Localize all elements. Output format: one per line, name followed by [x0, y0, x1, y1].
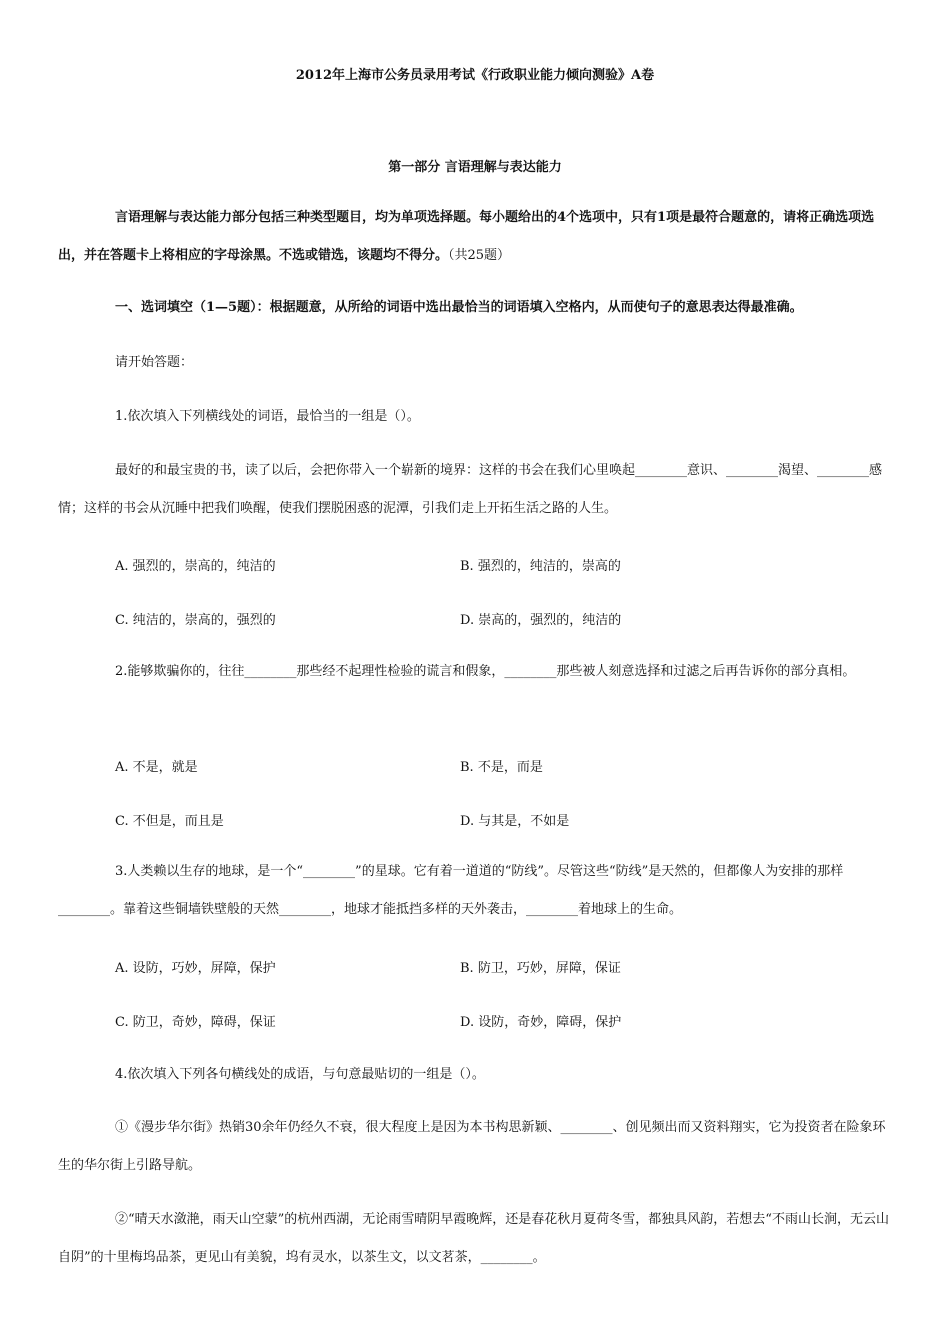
question-3-option-b: B. 防卫，巧妙，屏障，保证 — [460, 961, 621, 976]
question-2-option-d: D. 与其是，不如是 — [460, 814, 570, 829]
question-4-stem: 4.依次填入下列各句横线处的成语，与句意最贴切的一组是（）。 — [115, 1067, 485, 1082]
question-2-option-a: A. 不是，就是 — [115, 760, 198, 775]
question-2-option-c: C. 不但是，而且是 — [115, 814, 224, 829]
question-4-item-2: ②“晴天水潋滟，雨天山空蒙”的杭州西湖，无论雨雪晴阴早霞晚辉，还是春花秋月夏荷冬雪，都独具风韵，若想去“不雨山长涧，无云山自阴”的十里梅坞品茶，更见山有美貌，坞有灵水，以茶生文，以文茗茶，________。 — [58, 1212, 889, 1265]
section-heading: 一、选词填空（1—5题）：根据题意，从所给的词语中选出最恰当的词语填入空格内，从而使句子的意思表达得最准确。 — [115, 300, 803, 315]
document-title: 2012年上海市公务员录用考试《行政职业能力倾向测验》A卷 — [295, 68, 655, 83]
question-1-stem: 1.依次填入下列横线处的词语，最恰当的一组是（）。 — [115, 409, 420, 424]
question-2-option-b: B. 不是，而是 — [460, 760, 543, 775]
intro-paragraph — [58, 199, 894, 275]
question-3-option-d: D. 设防，奇妙，障碍，保护 — [460, 1015, 622, 1030]
part-title: 第一部分 言语理解与表达能力 — [388, 160, 562, 175]
intro-count: （共25题） — [448, 248, 511, 263]
question-1-option-d: D. 崇高的，强烈的，纯洁的 — [460, 613, 622, 628]
question-1-option-c: C. 纯洁的，崇高的，强烈的 — [115, 613, 276, 628]
question-4-item-1: ①《漫步华尔街》热销30余年仍经久不衰，很大程度上是因为本书构思新颖、________、创见频出而又资料翔实，它为投资者在险象环生的华尔街上引路导航。 — [58, 1120, 886, 1173]
question-3-stem: 3.人类赖以生存的地球，是一个“________”的星球。它有着一道道的“防线”。尽管这些“防线”是天然的，但都像人为安排的那样________。靠着这些铜墙铁壁般的天然________，地球才能抵挡多样的天外袭击，________着地球上的生命。 — [58, 864, 844, 917]
question-3-option-a: A. 设防，巧妙，屏障，保护 — [115, 961, 276, 976]
question-2-stem: 2.能够欺骗你的，往往________那些经不起理性检验的谎言和假象，________那些被人刻意选择和过滤之后再告诉你的部分真相。 — [115, 664, 856, 679]
question-3-option-c: C. 防卫，奇妙，障碍，保证 — [115, 1015, 276, 1030]
question-1-option-b: B. 强烈的，纯洁的，崇高的 — [460, 559, 621, 574]
question-1-passage: 最好的和最宝贵的书，读了以后，会把你带入一个崭新的境界：这样的书会在我们心里唤起________意识、________渴望、________感情；这样的书会从沉睡中把我们唤醒，使我们摆脱困惑的泥潭，引我们走上开拓生活之路的人生。 — [58, 463, 883, 516]
start-prompt: 请开始答题： — [115, 355, 194, 370]
intro-bold-text: 言语理解与表达能力部分包括三种类型题目，均为单项选择题。每小题给出的4个选项中，只有1项是最符合题意的，请将正确选项选出，并在答题卡上将相应的字母涂黑。不选或错选，该题均不得分。 — [58, 210, 875, 263]
question-1-option-a: A. 强烈的，崇高的，纯洁的 — [115, 559, 276, 574]
